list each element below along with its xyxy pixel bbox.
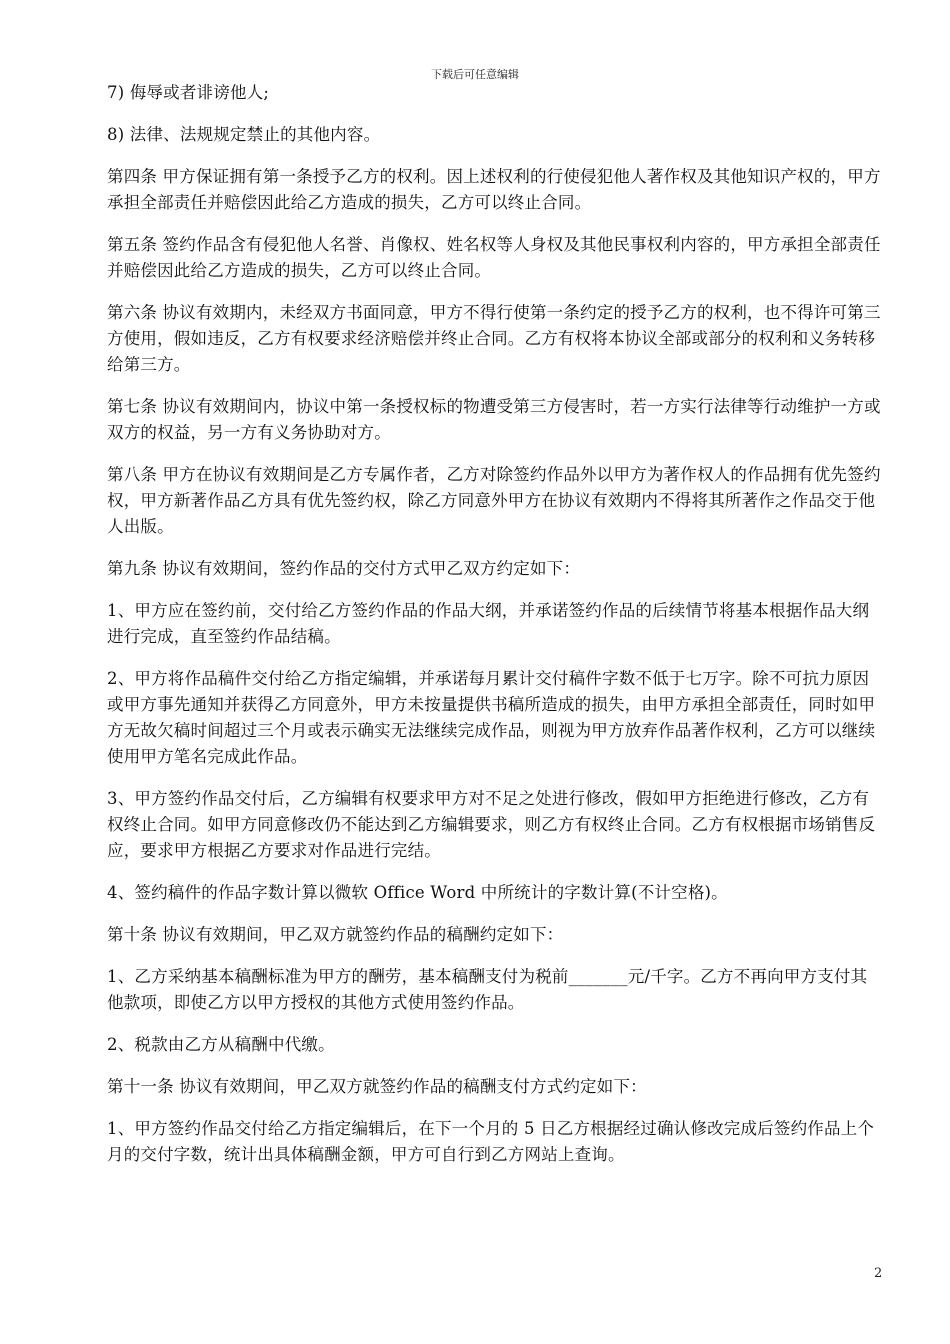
paragraph: 第十一条 协议有效期间，甲乙双方就签约作品的稿酬支付方式约定如下： <box>107 1077 647 1096</box>
paragraph: 1、乙方采纳基本稿酬标准为甲方的酬劳，基本稿酬支付为税前_______元/千字。乙方不再向甲方支付其他款项，即使乙方以甲方授权的其他方式使用签约作品。 <box>107 967 868 1012</box>
document-body <box>107 80 882 1184</box>
paragraph: 2、税款由乙方从稿酬中代缴。 <box>107 1035 335 1054</box>
paragraph: 4、签约稿件的作品字数计算以微软 Office Word 中所统计的字数计算(不计空格)。 <box>107 883 728 902</box>
paragraph: 1、甲方应在签约前，交付给乙方签约作品的作品大纲，并承诺签约作品的后续情节将基本根据作品大纲进行完成，直至签约作品结稿。 <box>107 601 870 646</box>
paragraph: 2、甲方将作品稿件交付给乙方指定编辑，并承诺每月累计交付稿件字数不低于七万字。除不可抗力原因或甲方事先通知并获得乙方同意外，甲方未按量提供书稿所造成的损失，由甲方承担全部责任，同时如甲方无故欠稿时间超过三个月或表示确实无法继续完成作品，则视为甲方放弃作品著作权利，乙方可以继续使用甲方笔名完成此作品。 <box>107 669 876 766</box>
paragraph: 第十条 协议有效期间，甲乙双方就签约作品的稿酬约定如下： <box>107 925 564 944</box>
page-header: 下载后可任意编辑 <box>431 68 519 81</box>
page-number: 2 <box>874 1266 883 1281</box>
paragraph: 第八条 甲方在协议有效期间是乙方专属作者，乙方对除签约作品外以甲方为著作权人的作品拥有优先签约权，甲方新著作品乙方具有优先签约权，除乙方同意外甲方在协议有效期内不得将其所著作之作品交于他人出版。 <box>107 465 881 536</box>
paragraph: 第六条 协议有效期内，未经双方书面同意，甲方不得行使第一条约定的授予乙方的权利，也不得许可第三方使用，假如违反，乙方有权要求经济赔偿并终止合同。乙方有权将本协议全部或部分的权利和义务转移给第三方。 <box>107 303 881 374</box>
paragraph: 第九条 协议有效期间，签约作品的交付方式甲乙双方约定如下： <box>107 559 581 578</box>
paragraph: 第五条 签约作品含有侵犯他人名誉、肖像权、姓名权等人身权及其他民事权利内容的，甲方承担全部责任并赔偿因此给乙方造成的损失，乙方可以终止合同。 <box>107 235 881 280</box>
paragraph: 第七条 协议有效期间内，协议中第一条授权标的物遭受第三方侵害时，若一方实行法律等行动维护一方或双方的权益，另一方有义务协助对方。 <box>107 397 881 442</box>
paragraph: 8) 法律、法规规定禁止的其他内容。 <box>107 125 381 144</box>
paragraph: 第四条 甲方保证拥有第一条授予乙方的权利。因上述权利的行使侵犯他人著作权及其他知识产权的，甲方承担全部责任并赔偿因此给乙方造成的损失，乙方可以终止合同。 <box>107 167 881 212</box>
paragraph: 3、甲方签约作品交付后，乙方编辑有权要求甲方对不足之处进行修改，假如甲方拒绝进行修改，乙方有权终止合同。如甲方同意修改仍不能达到乙方编辑要求，则乙方有权终止合同。乙方有权根据市场销售反应，要求甲方根据乙方要求对作品进行完结。 <box>107 789 876 860</box>
paragraph: 1、甲方签约作品交付给乙方指定编辑后，在下一个月的 5 日乙方根据经过确认修改完成后签约作品上个月的交付字数，统计出具体稿酬金额，甲方可自行到乙方网站上查询。 <box>107 1119 875 1164</box>
paragraph: 7) 侮辱或者诽谤他人; <box>107 83 270 102</box>
